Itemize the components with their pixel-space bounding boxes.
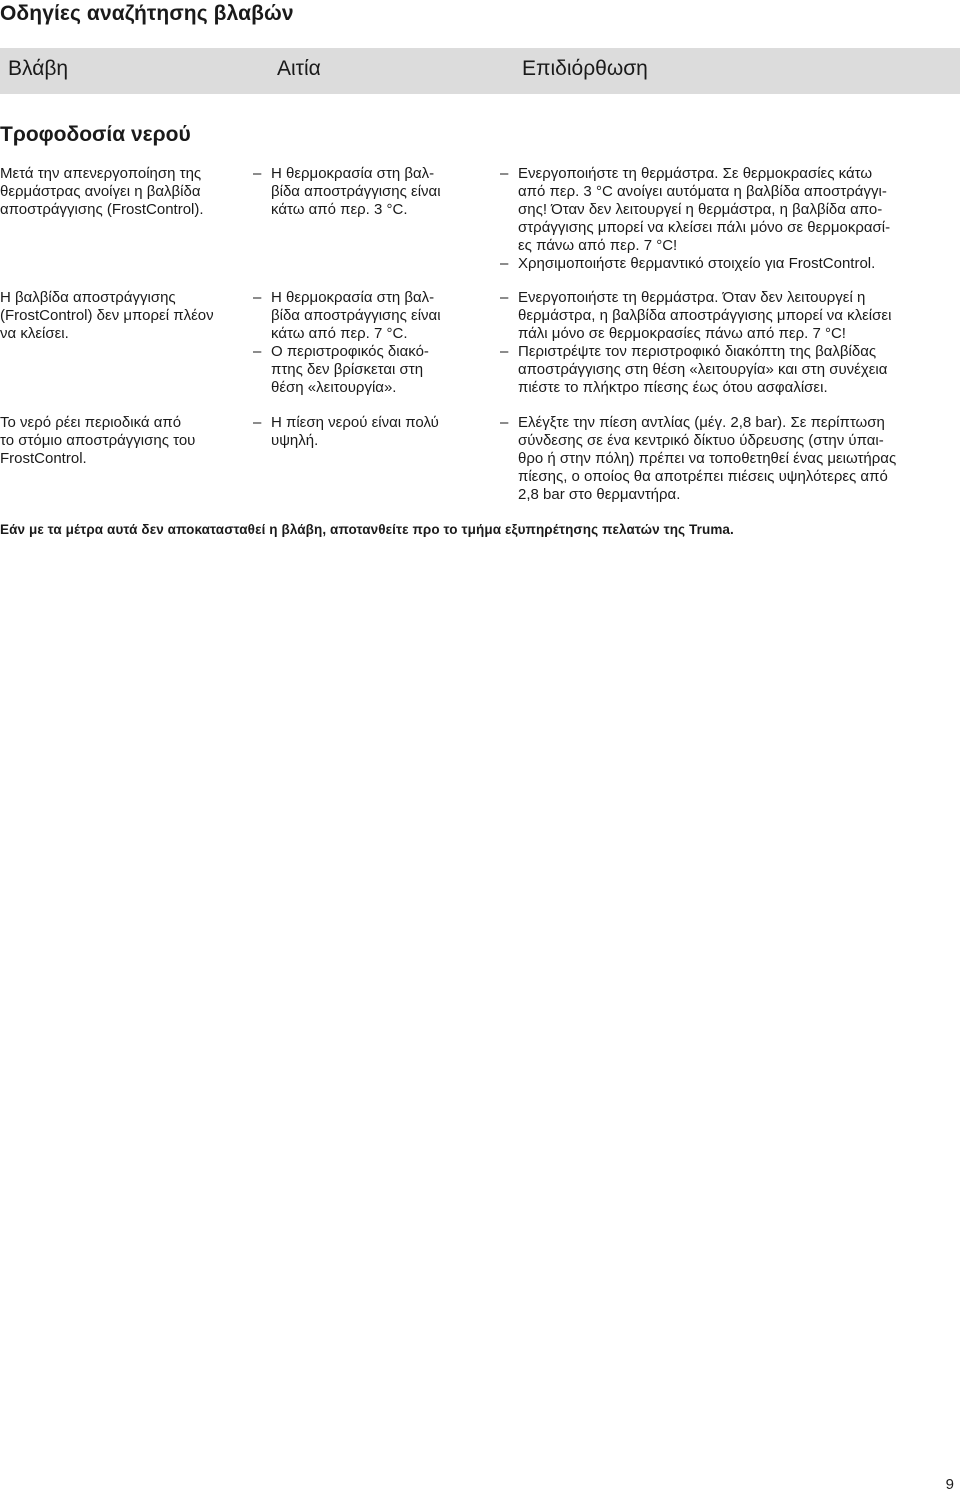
text-line: θέση «λειτουργία». — [271, 379, 397, 396]
cause-cell — [253, 414, 488, 450]
text-line: Το νερό ρέει περιοδικά από — [0, 414, 182, 431]
dash-bullet: – — [500, 165, 509, 182]
fix-cell — [500, 414, 955, 504]
text-line: να κλείσει. — [0, 325, 69, 342]
footer-note: Εάν με τα μέτρα αυτά δεν αποκατασταθεί η βλάβη, αποτανθείτε προ το τμήμα εξυπηρέτησης πελατών της Truma. — [0, 522, 734, 537]
dash-bullet: – — [253, 343, 262, 360]
text-line: Η θερμοκρασία στη βαλ- — [271, 165, 435, 182]
header-fault: Βλάβη — [8, 57, 69, 80]
dash-bullet: – — [500, 414, 509, 431]
text-line: θερμάστρα, η βαλβίδα αποστράγγισης μπορεί να κλείσει — [518, 307, 892, 324]
cause-item — [253, 165, 488, 219]
text-line: στράγγισης μπορεί να κλείσει πάλι μόνο σε θερμοκρασί- — [518, 219, 891, 236]
text-line: Η βαλβίδα αποστράγγισης — [0, 289, 176, 306]
text-line: Ενεργοποιήστε τη θερμάστρα. Σε θερμοκρασίες κάτω — [518, 165, 873, 182]
text-line: σύνδεσης σε ένα κεντρικό δίκτυο ύδρευσης (στην ύπαι- — [518, 432, 884, 449]
fix-item — [500, 255, 955, 273]
fix-item — [500, 343, 955, 397]
dash-bullet: – — [253, 414, 262, 431]
text-line: Ενεργοποιήστε τη θερμάστρα. Όταν δεν λειτουργεί η — [518, 289, 866, 306]
text-line: 2,8 bar στο θερμαντήρα. — [518, 486, 681, 503]
text-line: Ο περιστροφικός διακό- — [271, 343, 429, 360]
text-line: FrostControl. — [0, 450, 87, 467]
text-line: Ελέγξτε την πίεση αντλίας (μέγ. 2,8 bar). Σε περίπτωση — [518, 414, 885, 431]
text-line: αποστράγγισης (FrostControl). — [0, 201, 204, 218]
text-line: πίεσης, ο οποίος θα αποτρέπει πιέσεις υψηλότερες από — [518, 468, 888, 485]
text-line: Η πίεση νερού είναι πολύ — [271, 414, 439, 431]
dash-bullet: – — [500, 343, 509, 360]
text-line: πτης δεν βρίσκεται στη — [271, 361, 424, 378]
cause-item — [253, 414, 488, 450]
fault-cell — [0, 414, 245, 468]
fix-cell — [500, 165, 955, 273]
dash-bullet: – — [500, 255, 509, 272]
fix-item — [500, 289, 955, 343]
text-line: βίδα αποστράγγισης είναι — [271, 307, 441, 324]
text-line: βίδα αποστράγγισης είναι — [271, 183, 441, 200]
text-line: υψηλή. — [271, 432, 319, 449]
text-line: Η θερμοκρασία στη βαλ- — [271, 289, 435, 306]
text-line: (FrostControl) δεν μπορεί πλέον — [0, 307, 214, 324]
text-line: πάλι μόνο σε θερμοκρασίες πάνω από περ. 7 °C! — [518, 325, 846, 342]
text-line: ες πάνω από περ. 7 °C! — [518, 237, 678, 254]
dash-bullet: – — [253, 165, 262, 182]
dash-bullet: – — [253, 289, 262, 306]
fix-item — [500, 165, 955, 255]
header-fix: Επιδιόρθωση — [522, 57, 648, 80]
table-header — [0, 48, 960, 94]
fix-cell — [500, 289, 955, 397]
page-number: 9 — [945, 1476, 954, 1493]
page-title: Οδηγίες αναζήτησης βλαβών — [0, 2, 294, 25]
cause-cell — [253, 289, 488, 397]
text-line: θρο ή στην πόλη) πρέπει να τοποθετηθεί ένας μειωτήρας — [518, 450, 897, 467]
text-line: κάτω από περ. 3 °C. — [271, 201, 408, 218]
text-line: Μετά την απενεργοποίηση της — [0, 165, 202, 182]
text-line: Χρησιμοποιήστε θερμαντικό στοιχείο για FrostControl. — [518, 255, 876, 272]
cause-item — [253, 343, 488, 397]
fault-cell — [0, 165, 245, 219]
cause-cell — [253, 165, 488, 219]
section-title: Τροφοδοσία νερού — [0, 123, 191, 146]
dash-bullet: – — [500, 289, 509, 306]
text-line: κάτω από περ. 7 °C. — [271, 325, 408, 342]
text-line: από περ. 3 °C ανοίγει αυτόματα η βαλβίδα αποστράγγι- — [518, 183, 887, 200]
text-line: το στόμιο αποστράγγισης του — [0, 432, 196, 449]
text-line: θερμάστρας ανοίγει η βαλβίδα — [0, 183, 201, 200]
fix-item — [500, 414, 955, 504]
text-line: Περιστρέψτε τον περιστροφικό διακόπτη της βαλβίδας — [518, 343, 877, 360]
text-line: αποστράγγισης στη θέση «λειτουργία» και στη συνέχεια — [518, 361, 888, 378]
fault-cell — [0, 289, 245, 343]
header-cause: Αιτία — [277, 57, 321, 80]
text-line: σης! Όταν δεν λειτουργεί η θερμάστρα, η βαλβίδα απο- — [518, 201, 883, 218]
cause-item — [253, 289, 488, 343]
text-line: πιέστε το πλήκτρο πίεσης έως ότου ασφαλίσει. — [518, 379, 828, 396]
